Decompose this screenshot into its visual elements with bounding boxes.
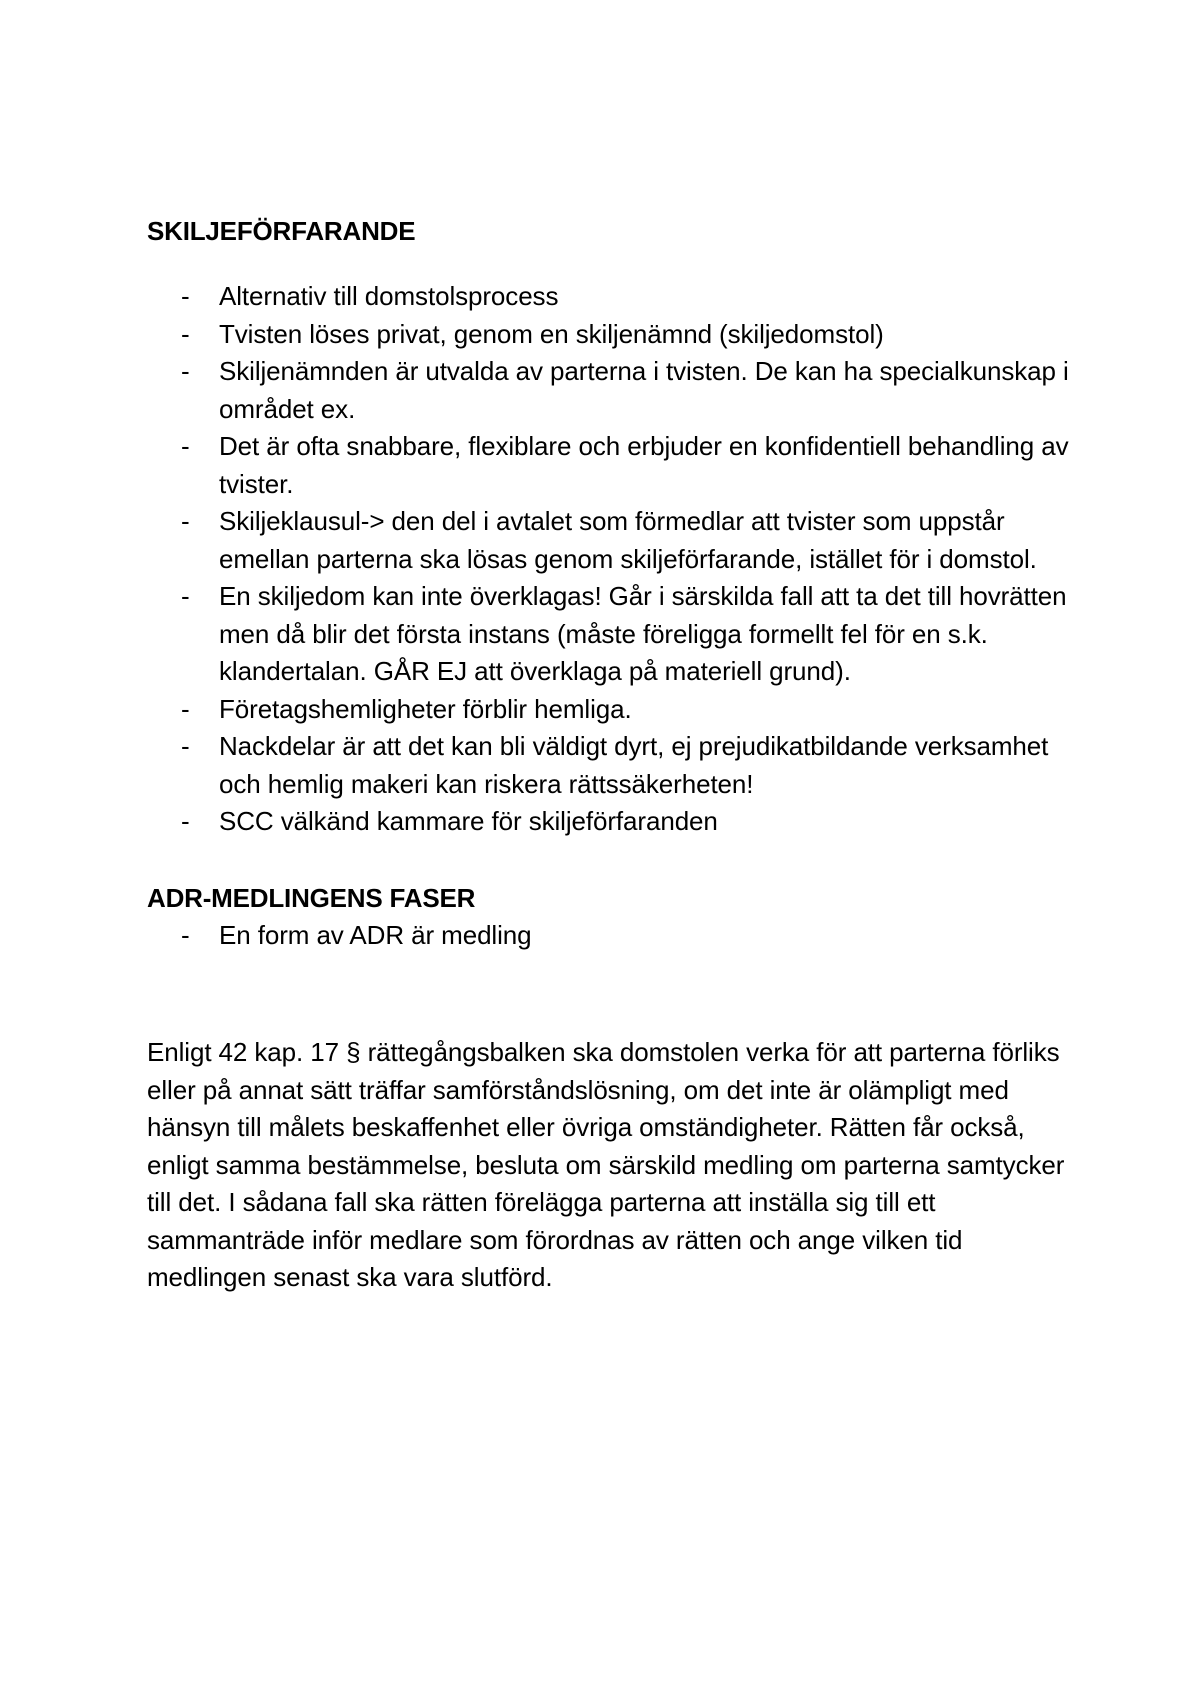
list-item — [147, 691, 1077, 729]
list-item-text: Nackdelar är att det kan bli väldigt dyrt, ej prejudikatbildande verksamhet och hemlig makeri kan riskera rättssäkerheten! — [219, 731, 1049, 799]
list-item-text: Skiljenämnden är utvalda av parterna i tvisten. De kan ha specialkunskap i området ex. — [219, 356, 1069, 424]
list-item — [147, 917, 1077, 955]
bullet-marker: - — [181, 731, 190, 761]
document-content — [147, 212, 1077, 1297]
list-item-text: Tvisten löses privat, genom en skiljenämnd (skiljedomstol) — [219, 318, 884, 349]
bullet-list-skiljeforfarande — [147, 278, 1077, 841]
list-item-text: SCC välkänd kammare för skiljeförfaranden — [219, 806, 718, 836]
list-item-text: Det är ofta snabbare, flexiblare och erbjuder en konfidentiell behandling av tvister. — [219, 431, 1069, 499]
bullet-marker: - — [181, 806, 190, 836]
list-item-text: Företagshemligheter förblir hemliga. — [219, 693, 632, 724]
bullet-marker: - — [181, 318, 190, 349]
list-item — [147, 578, 1077, 691]
bullet-marker: - — [181, 581, 190, 611]
list-item — [147, 503, 1077, 578]
list-item — [147, 278, 1077, 316]
bullet-marker: - — [181, 281, 190, 311]
list-item — [147, 353, 1077, 428]
bullet-marker: - — [181, 919, 190, 950]
bullet-marker: - — [181, 506, 190, 536]
list-item-text: Alternativ till domstolsprocess — [219, 281, 559, 311]
bullet-marker: - — [181, 431, 190, 461]
list-item — [147, 428, 1077, 503]
section-heading-adr-medling: ADR-MEDLINGENS FASER — [147, 882, 476, 913]
list-item-text: En skiljedom kan inte överklagas! Går i särskilda fall att ta det till hovrätten men då blir det första instans (måste föreligga formellt fel för en s.k. klandertalan. GÅR EJ att överklaga på materiell grund). — [219, 581, 1067, 686]
bullet-list-adr-medling — [147, 917, 1077, 955]
list-item — [147, 728, 1077, 803]
section-heading-skiljeforfarande: SKILJEFÖRFARANDE — [147, 216, 416, 246]
bullet-marker: - — [181, 693, 190, 724]
body-paragraph: Enligt 42 kap. 17 § rättegångsbalken ska domstolen verka för att parterna förliks eller på annat sätt träffar samförståndslösning, om det inte är olämpligt med hänsyn till målets beskaffenhet eller övriga omständigheter. Rätten får också, enligt samma bestämmelse, besluta om särskild medling om parterna samtycker till det. I sådana fall ska rätten förelägga parterna att inställa sig till ett sammanträde inför medlare som förordnas av rätten och ange vilken tid medlingen senast ska vara slutförd. — [147, 1037, 1065, 1292]
list-item — [147, 803, 1077, 841]
bullet-marker: - — [181, 356, 190, 386]
list-item-text: En form av ADR är medling — [219, 919, 532, 950]
list-item-text: Skiljeklausul-> den del i avtalet som förmedlar att tvister som uppstår emellan parterna ska lösas genom skiljeförfarande, istället för i domstol. — [219, 506, 1037, 574]
list-item — [147, 316, 1077, 354]
